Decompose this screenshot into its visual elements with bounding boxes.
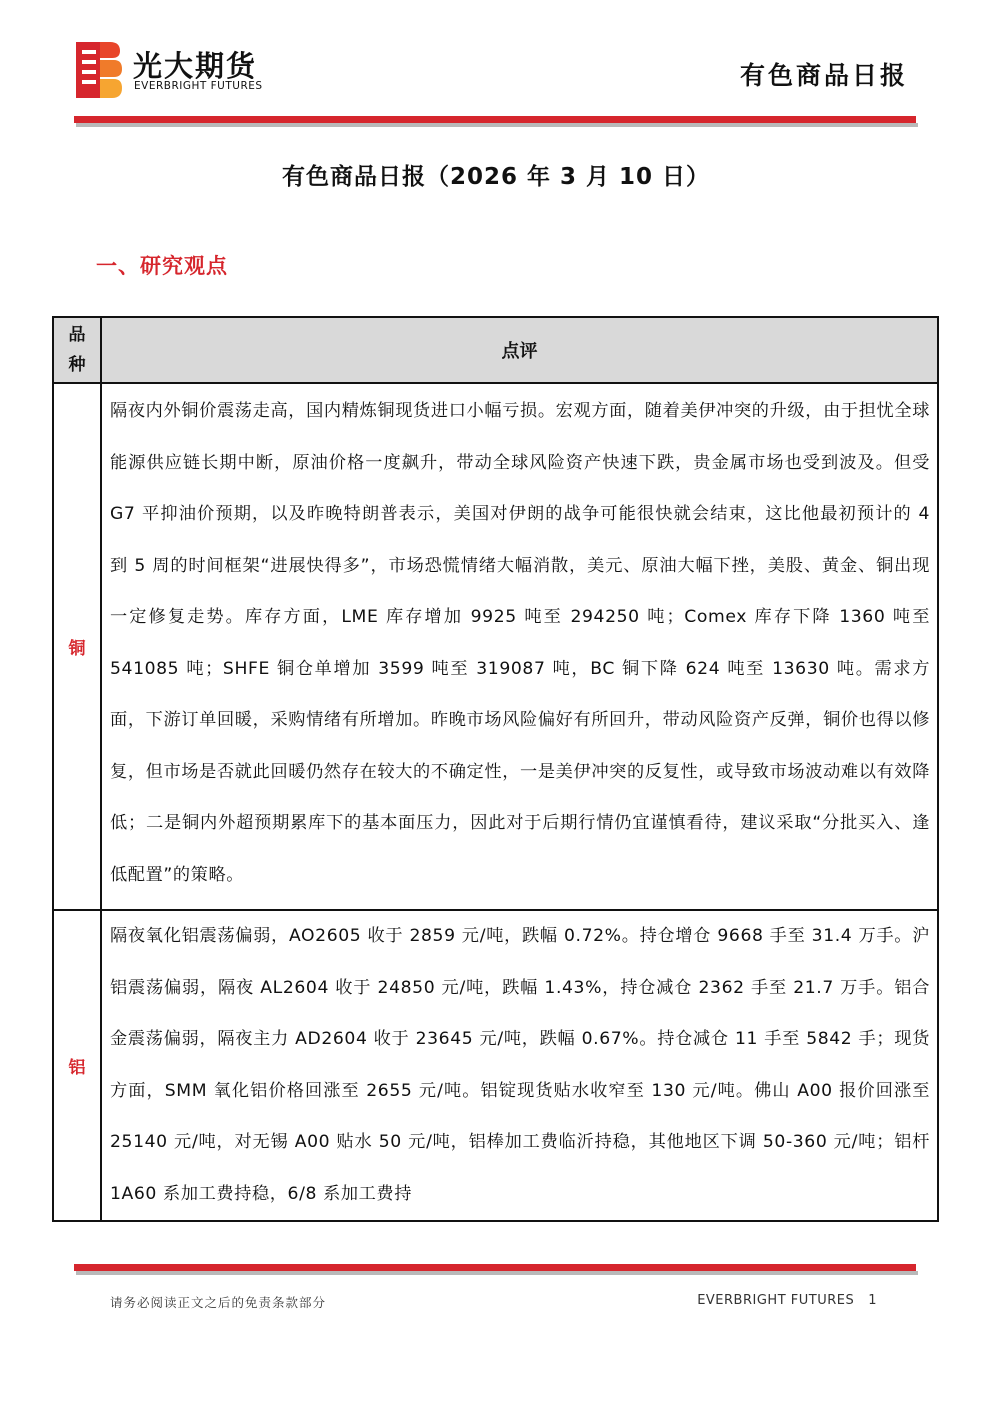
header-category-char-1: 品 xyxy=(68,325,86,345)
page-number: 1 xyxy=(868,1293,877,1308)
page-header xyxy=(0,0,992,130)
footer-disclaimer: 请务必阅读正文之后的免责条款部分 xyxy=(110,1295,327,1310)
footer-brand xyxy=(697,1293,877,1308)
row-comment-copper xyxy=(101,383,938,910)
header-category-char-2: 种 xyxy=(68,355,86,375)
header-comment-cell: 点评 xyxy=(101,317,938,383)
page-bottom-mask xyxy=(0,1272,992,1403)
table-row xyxy=(53,383,938,910)
everbright-logo-icon xyxy=(76,42,122,98)
footer-brand-text: EVERBRIGHT FUTURES xyxy=(697,1293,855,1308)
footer-divider xyxy=(74,1264,916,1271)
header-divider-shadow xyxy=(76,123,918,127)
header-divider xyxy=(74,116,916,123)
row-category-copper: 铜 xyxy=(53,383,101,910)
comment-text: 隔夜氧化铝震荡偏弱，AO2605 收于 2859 元/吨，跌幅 0.72%。持仓增仓 9668 手至 31.4 万手。沪铝震荡偏弱，隔夜 AL2604 收于 24850 元/吨，跌幅 1.43%，持仓减仓 2362 手至 21.7 万手。铝合金震荡偏弱，隔夜主力 AD2604 收于 23645 元/吨，跌幅 0.67%。持仓减仓 11 手至 5842 手；现货方面，SMM 氧化铝价格回涨至 2655 元/吨。铝锭现货贴水收窄至 130 元/吨。佛山 A00 报价回涨至 25140 元/吨，对无锡 A00 贴水 50 元/吨，铝棒加工费临沂持稳，其他地区下调 50-360 元/吨；铝杆 1A60 系加工费持稳，6/8 系加工费持 xyxy=(110,926,930,1204)
section-heading: 一、研究观点 xyxy=(96,254,228,278)
brand-name-cn: 光大期货 xyxy=(133,49,258,83)
comment-text: 隔夜内外铜价震荡走高，国内精炼铜现货进口小幅亏损。宏观方面，随着美伊冲突的升级，由于担忧全球能源供应链长期中断，原油价格一度飙升，带动全球风险资产快速下跌，贵金属市场也受到波及。但受 G7 平抑油价预期，以及昨晚特朗普表示，美国对伊朗的战争可能很快就会结束，这比他最初预计的 4 到 5 周的时间框架“进展快得多”，市场恐慌情绪大幅消散，美元、原油大幅下挫，美股、黄金、铜出现一定修复走势。库存方面，LME 库存增加 9925 吨至 294250 吨；Comex 库存下降 1360 吨至 541085 吨；SHFE 铜仓单增加 3599 吨至 319087 吨，BC 铜下降 624 吨至 13630 吨。需求方面，下游订单回暖，采购情绪有所增加。昨晚市场风险偏好有所回升，带动风险资产反弹，铜价也得以修复，但市场是否就此回暖仍然存在较大的不确定性，一是美伊冲突的反复性，或导致市场波动难以有效降低；二是铜内外超预期累库下的基本面压力，因此对于后期行情仍宜谨慎看待，建议采取“分批买入、逢低配置”的策略。 xyxy=(110,401,930,885)
row-category-aluminum: 铝 xyxy=(53,910,101,1221)
footer-divider-shadow xyxy=(76,1271,918,1275)
table-row xyxy=(53,910,938,1221)
document-title: 有色商品日报（2026 年 3 月 10 日） xyxy=(281,164,711,190)
header-category-cell xyxy=(53,317,101,383)
row-comment-aluminum xyxy=(101,910,938,1221)
report-name: 有色商品日报 xyxy=(739,61,908,90)
commentary-table xyxy=(52,316,939,1222)
table-header-row xyxy=(53,317,938,383)
brand-name-en: EVERBRIGHT FUTURES xyxy=(134,80,263,92)
